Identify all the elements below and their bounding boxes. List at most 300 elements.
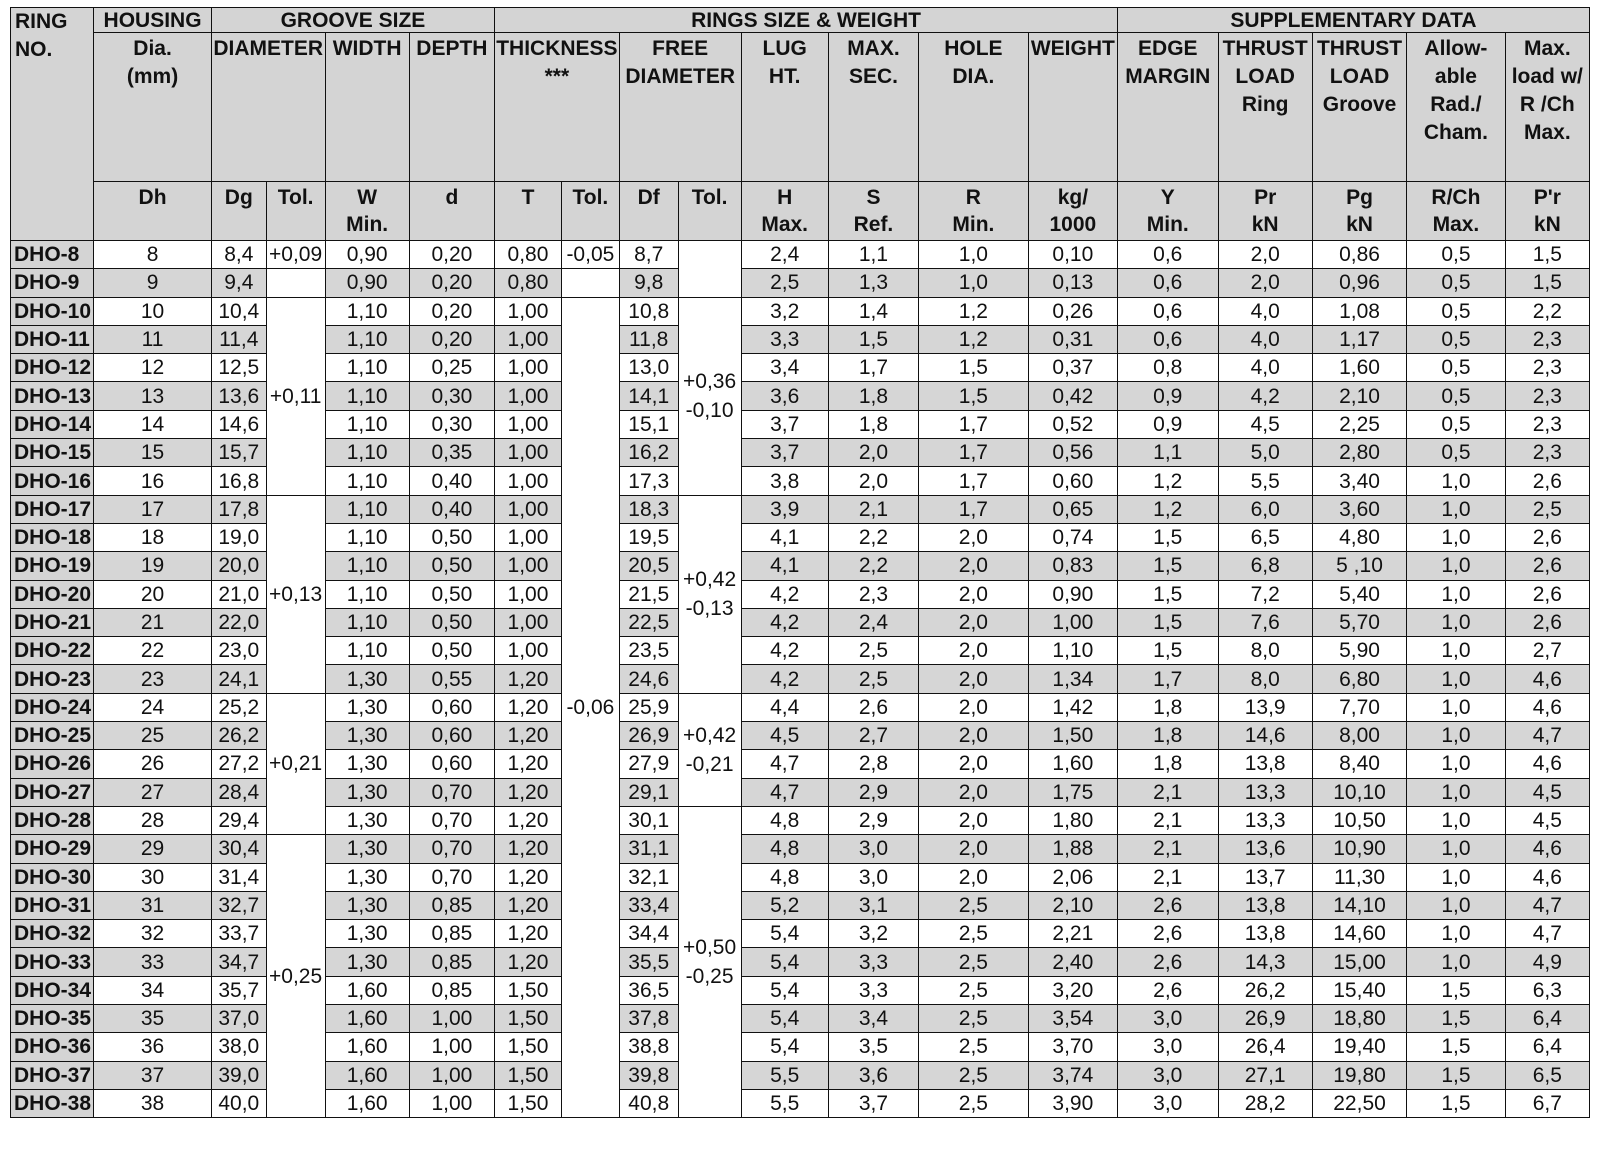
- edge-margin-cell: 2,1: [1118, 806, 1218, 834]
- allowable-rad-cham-cell: 1,5: [1407, 1005, 1505, 1033]
- housing-dia-cell: 11: [94, 325, 212, 353]
- edge-margin-cell: 0,9: [1118, 410, 1218, 438]
- groove-depth-cell: 0,50: [409, 552, 494, 580]
- groove-diameter-cell: 25,2: [211, 693, 266, 721]
- units-row: [11, 182, 1590, 241]
- free-diameter-tolerance: [678, 241, 741, 298]
- housing-dia-cell: 18: [94, 523, 212, 551]
- allowable-rad-cham-cell: 1,0: [1407, 835, 1505, 863]
- thrust-load-groove-cell: 11,30: [1312, 863, 1406, 891]
- hole-dia-cell: 1,5: [919, 382, 1029, 410]
- thrust-load-ring-cell: 8,0: [1218, 637, 1312, 665]
- max-load-cell: 2,3: [1505, 354, 1589, 382]
- thrust-load-groove-cell: 1,60: [1312, 354, 1406, 382]
- unit-pr-kn: Pr kN: [1218, 182, 1312, 241]
- free-diameter-cell: 20,5: [619, 552, 678, 580]
- thrust-load-groove-cell: 3,40: [1312, 467, 1406, 495]
- free-diameter-cell: 30,1: [619, 806, 678, 834]
- groove-depth-cell: 0,50: [409, 608, 494, 636]
- thrust-load-groove-cell: 15,40: [1312, 976, 1406, 1004]
- unit-t: T: [495, 182, 562, 241]
- hole-dia-label: HOLE DIA.: [919, 33, 1029, 182]
- tolerance-upper: +0,42: [683, 568, 737, 592]
- groove-diameter-tolerance: [266, 269, 325, 297]
- allowable-rad-cham-cell: 0,5: [1407, 241, 1505, 269]
- hole-dia-cell: 2,0: [919, 608, 1029, 636]
- free-diameter-cell: 23,5: [619, 637, 678, 665]
- table-row: [11, 665, 1590, 693]
- thrust-load-ring-cell: 26,2: [1218, 976, 1312, 1004]
- groove-diameter-cell: 27,2: [211, 750, 266, 778]
- edge-margin-cell: 0,6: [1118, 241, 1218, 269]
- lug-height-cell: 5,2: [741, 891, 828, 919]
- housing-dia-cell: 35: [94, 1005, 212, 1033]
- allowable-rad-cham-label: Allow- able Rad./ Cham.: [1407, 33, 1505, 182]
- weight-cell: 3,90: [1028, 1089, 1117, 1117]
- edge-margin-cell: 1,5: [1118, 637, 1218, 665]
- groove-width-cell: 1,30: [325, 750, 409, 778]
- thrust-load-groove-cell: 8,00: [1312, 722, 1406, 750]
- tolerance-lower: -0,25: [685, 965, 734, 989]
- lug-height-cell: 4,7: [741, 750, 828, 778]
- housing-dia-cell: 29: [94, 835, 212, 863]
- spec-table-body: [11, 241, 1590, 1118]
- groove-width-cell: 1,60: [325, 1061, 409, 1089]
- weight-cell: 0,90: [1028, 580, 1117, 608]
- max-load-cell: 6,5: [1505, 1061, 1589, 1089]
- free-diameter-cell: 29,1: [619, 778, 678, 806]
- housing-dia-cell: 20: [94, 580, 212, 608]
- ring-no-cell: DHO-35: [11, 1005, 94, 1033]
- thrust-load-groove-cell: 19,40: [1312, 1033, 1406, 1061]
- max-load-cell: 2,6: [1505, 580, 1589, 608]
- ring-no-cell: DHO-13: [11, 382, 94, 410]
- table-row: [11, 722, 1590, 750]
- edge-margin-cell: 0,6: [1118, 297, 1218, 325]
- thrust-load-ring-cell: 4,2: [1218, 382, 1312, 410]
- housing-dia-cell: 16: [94, 467, 212, 495]
- thickness-cell: 1,20: [495, 750, 562, 778]
- weight-cell: 1,80: [1028, 806, 1117, 834]
- thrust-load-groove-cell: 2,80: [1312, 439, 1406, 467]
- housing-dia-cell: 34: [94, 976, 212, 1004]
- weight-cell: 0,65: [1028, 495, 1117, 523]
- thickness-cell: 1,20: [495, 948, 562, 976]
- edge-margin-cell: 0,8: [1118, 354, 1218, 382]
- free-diameter-cell: 35,5: [619, 948, 678, 976]
- max-section-cell: 2,2: [828, 552, 918, 580]
- weight-cell: 0,60: [1028, 467, 1117, 495]
- housing-dia-cell: 26: [94, 750, 212, 778]
- housing-dia-cell: 17: [94, 495, 212, 523]
- unit-rch-max: R/Ch Max.: [1407, 182, 1505, 241]
- housing-dia-cell: 28: [94, 806, 212, 834]
- allowable-rad-cham-cell: 1,0: [1407, 665, 1505, 693]
- groove-diameter-cell: 31,4: [211, 863, 266, 891]
- groove-width-cell: 1,10: [325, 354, 409, 382]
- thickness-tolerance: -0,06: [561, 297, 619, 1118]
- groove-width-cell: 1,10: [325, 580, 409, 608]
- lug-height-cell: 4,8: [741, 835, 828, 863]
- groove-diameter-cell: 20,0: [211, 552, 266, 580]
- table-row: [11, 1005, 1590, 1033]
- thrust-load-groove-cell: 0,96: [1312, 269, 1406, 297]
- lug-height-cell: 4,2: [741, 665, 828, 693]
- ring-no-cell: DHO-37: [11, 1061, 94, 1089]
- lug-height-cell: 4,2: [741, 608, 828, 636]
- thrust-load-ring-cell: 6,0: [1218, 495, 1312, 523]
- groove-depth-label: DEPTH: [409, 33, 494, 182]
- groove-width-cell: 1,30: [325, 778, 409, 806]
- table-row: [11, 552, 1590, 580]
- max-section-cell: 2,9: [828, 806, 918, 834]
- thrust-load-groove-label: THRUST LOAD Groove: [1312, 33, 1406, 182]
- edge-margin-cell: 1,2: [1118, 467, 1218, 495]
- unit-d: d: [409, 182, 494, 241]
- edge-margin-cell: 1,8: [1118, 750, 1218, 778]
- housing-dia-label: Dia. (mm): [94, 33, 212, 182]
- lug-height-cell: 2,5: [741, 269, 828, 297]
- unit-prp-kn: P'r kN: [1505, 182, 1589, 241]
- groove-width-cell: 1,30: [325, 863, 409, 891]
- weight-cell: 1,10: [1028, 637, 1117, 665]
- ring-no-cell: DHO-24: [11, 693, 94, 721]
- weight-cell: 1,34: [1028, 665, 1117, 693]
- max-section-cell: 2,0: [828, 467, 918, 495]
- lug-height-cell: 4,2: [741, 637, 828, 665]
- thickness-cell: 1,00: [495, 410, 562, 438]
- housing-dia-cell: 13: [94, 382, 212, 410]
- thickness-cell: 1,00: [495, 325, 562, 353]
- table-row: [11, 1089, 1590, 1117]
- housing-dia-cell: 30: [94, 863, 212, 891]
- thrust-load-groove-cell: 0,86: [1312, 241, 1406, 269]
- groove-depth-cell: 0,85: [409, 920, 494, 948]
- max-load-cell: 4,5: [1505, 778, 1589, 806]
- lug-height-cell: 3,9: [741, 495, 828, 523]
- groove-diameter-cell: 10,4: [211, 297, 266, 325]
- thrust-load-ring-cell: 28,2: [1218, 1089, 1312, 1117]
- hole-dia-cell: 1,7: [919, 495, 1029, 523]
- groove-diameter-cell: 38,0: [211, 1033, 266, 1061]
- groove-diameter-tolerance: +0,13: [266, 495, 325, 693]
- groove-depth-cell: 0,60: [409, 750, 494, 778]
- allowable-rad-cham-cell: 1,5: [1407, 1089, 1505, 1117]
- groove-depth-cell: 0,70: [409, 835, 494, 863]
- lug-height-cell: 5,4: [741, 948, 828, 976]
- edge-margin-cell: 0,6: [1118, 269, 1218, 297]
- thickness-cell: 1,00: [495, 297, 562, 325]
- spec-table-container: [10, 7, 1590, 1118]
- free-diameter-cell: 36,5: [619, 976, 678, 1004]
- housing-dia-cell: 12: [94, 354, 212, 382]
- free-diameter-cell: 25,9: [619, 693, 678, 721]
- hole-dia-cell: 2,5: [919, 1061, 1029, 1089]
- max-section-cell: 1,8: [828, 382, 918, 410]
- tolerance-upper: +0,42: [683, 723, 737, 747]
- weight-cell: 1,00: [1028, 608, 1117, 636]
- groove-diameter-cell: 21,0: [211, 580, 266, 608]
- groove-depth-cell: 0,40: [409, 495, 494, 523]
- housing-dia-cell: 24: [94, 693, 212, 721]
- hole-dia-cell: 2,0: [919, 863, 1029, 891]
- max-load-cell: 2,6: [1505, 467, 1589, 495]
- lug-height-cell: 2,4: [741, 241, 828, 269]
- groove-width-cell: 1,10: [325, 439, 409, 467]
- thrust-load-ring-cell: 6,8: [1218, 552, 1312, 580]
- edge-margin-cell: 2,6: [1118, 891, 1218, 919]
- thrust-load-groove-cell: 14,10: [1312, 891, 1406, 919]
- max-load-label: Max. load w/ R /Ch Max.: [1505, 33, 1589, 182]
- thickness-cell: 1,20: [495, 665, 562, 693]
- max-section-cell: 3,5: [828, 1033, 918, 1061]
- free-diameter-cell: 33,4: [619, 891, 678, 919]
- groove-diameter-cell: 39,0: [211, 1061, 266, 1089]
- max-load-cell: 4,6: [1505, 665, 1589, 693]
- groove-width-cell: 1,30: [325, 722, 409, 750]
- groove-depth-cell: 0,20: [409, 297, 494, 325]
- housing-dia-cell: 9: [94, 269, 212, 297]
- unit-y-min: Y Min.: [1118, 182, 1218, 241]
- housing-dia-cell: 27: [94, 778, 212, 806]
- weight-cell: 0,83: [1028, 552, 1117, 580]
- allowable-rad-cham-cell: 1,0: [1407, 920, 1505, 948]
- thickness-cell: 0,80: [495, 269, 562, 297]
- thrust-load-groove-cell: 2,10: [1312, 382, 1406, 410]
- ring-no-header: RING NO.: [11, 8, 94, 241]
- housing-dia-cell: 33: [94, 948, 212, 976]
- free-diameter-cell: 40,8: [619, 1089, 678, 1117]
- max-section-cell: 3,2: [828, 920, 918, 948]
- groove-depth-cell: 0,85: [409, 976, 494, 1004]
- free-diameter-cell: 13,0: [619, 354, 678, 382]
- housing-dia-cell: 19: [94, 552, 212, 580]
- weight-cell: 0,13: [1028, 269, 1117, 297]
- groove-depth-cell: 0,70: [409, 806, 494, 834]
- thickness-cell: 1,00: [495, 354, 562, 382]
- groove-width-cell: 1,60: [325, 1005, 409, 1033]
- max-section-cell: 2,5: [828, 665, 918, 693]
- tolerance-lower: -0,13: [685, 597, 734, 621]
- max-load-cell: 2,6: [1505, 608, 1589, 636]
- groove-depth-cell: 1,00: [409, 1061, 494, 1089]
- thrust-load-groove-cell: 10,50: [1312, 806, 1406, 834]
- hole-dia-cell: 2,0: [919, 552, 1029, 580]
- thrust-load-groove-cell: 10,90: [1312, 835, 1406, 863]
- hole-dia-cell: 1,2: [919, 325, 1029, 353]
- lug-height-label: LUG HT.: [741, 33, 828, 182]
- housing-dia-cell: 25: [94, 722, 212, 750]
- groove-width-cell: 1,10: [325, 608, 409, 636]
- max-load-cell: 2,3: [1505, 410, 1589, 438]
- ring-no-cell: DHO-11: [11, 325, 94, 353]
- allowable-rad-cham-cell: 1,0: [1407, 608, 1505, 636]
- table-row: [11, 1033, 1590, 1061]
- groove-width-cell: 1,30: [325, 806, 409, 834]
- groove-width-cell: 1,60: [325, 1089, 409, 1117]
- groove-width-cell: 1,30: [325, 693, 409, 721]
- groove-diameter-cell: 28,4: [211, 778, 266, 806]
- housing-dia-cell: 10: [94, 297, 212, 325]
- ring-no-cell: DHO-26: [11, 750, 94, 778]
- thickness-tolerance: -0,05: [561, 241, 619, 269]
- table-row: [11, 976, 1590, 1004]
- groove-depth-cell: 0,50: [409, 580, 494, 608]
- hole-dia-cell: 2,0: [919, 580, 1029, 608]
- thrust-load-ring-cell: 13,3: [1218, 778, 1312, 806]
- groove-width-cell: 1,30: [325, 665, 409, 693]
- groove-depth-cell: 1,00: [409, 1005, 494, 1033]
- thrust-load-ring-cell: 7,6: [1218, 608, 1312, 636]
- max-section-cell: 2,8: [828, 750, 918, 778]
- max-section-cell: 3,6: [828, 1061, 918, 1089]
- allowable-rad-cham-cell: 1,0: [1407, 948, 1505, 976]
- weight-cell: 0,56: [1028, 439, 1117, 467]
- allowable-rad-cham-cell: 0,5: [1407, 297, 1505, 325]
- weight-cell: 0,31: [1028, 325, 1117, 353]
- weight-cell: 0,74: [1028, 523, 1117, 551]
- ring-no-cell: DHO-17: [11, 495, 94, 523]
- ring-no-cell: DHO-27: [11, 778, 94, 806]
- lug-height-cell: 4,5: [741, 722, 828, 750]
- thrust-load-groove-cell: 8,40: [1312, 750, 1406, 778]
- max-load-cell: 6,4: [1505, 1033, 1589, 1061]
- weight-cell: 2,40: [1028, 948, 1117, 976]
- ring-no-cell: DHO-28: [11, 806, 94, 834]
- hole-dia-cell: 1,0: [919, 269, 1029, 297]
- max-section-cell: 2,2: [828, 523, 918, 551]
- allowable-rad-cham-cell: 1,0: [1407, 693, 1505, 721]
- hole-dia-cell: 1,7: [919, 467, 1029, 495]
- ring-no-cell: DHO-20: [11, 580, 94, 608]
- thrust-load-groove-cell: 7,70: [1312, 693, 1406, 721]
- groove-width-cell: 1,10: [325, 523, 409, 551]
- free-diameter-cell: 39,8: [619, 1061, 678, 1089]
- thickness-cell: 1,00: [495, 580, 562, 608]
- unit-pg-kn: Pg kN: [1312, 182, 1406, 241]
- max-section-cell: 2,6: [828, 693, 918, 721]
- edge-margin-cell: 0,9: [1118, 382, 1218, 410]
- weight-cell: 3,20: [1028, 976, 1117, 1004]
- thrust-load-ring-cell: 5,0: [1218, 439, 1312, 467]
- weight-cell: 3,74: [1028, 1061, 1117, 1089]
- thrust-load-groove-cell: 22,50: [1312, 1089, 1406, 1117]
- housing-dia-cell: 23: [94, 665, 212, 693]
- table-row: [11, 439, 1590, 467]
- unit-r-min: R Min.: [919, 182, 1029, 241]
- free-diameter-cell: 31,1: [619, 835, 678, 863]
- groove-depth-cell: 1,00: [409, 1089, 494, 1117]
- unit-dh: Dh: [94, 182, 212, 241]
- supplementary-data-section-header: SUPPLEMENTARY DATA: [1118, 8, 1590, 33]
- edge-margin-cell: 3,0: [1118, 1033, 1218, 1061]
- allowable-rad-cham-cell: 1,0: [1407, 806, 1505, 834]
- thickness-cell: 1,00: [495, 495, 562, 523]
- thrust-load-ring-cell: 26,9: [1218, 1005, 1312, 1033]
- groove-diameter-cell: 16,8: [211, 467, 266, 495]
- thrust-load-ring-cell: 6,5: [1218, 523, 1312, 551]
- max-section-cell: 1,5: [828, 325, 918, 353]
- max-section-cell: 3,3: [828, 976, 918, 1004]
- groove-width-cell: 1,10: [325, 467, 409, 495]
- groove-diameter-cell: 35,7: [211, 976, 266, 1004]
- max-load-cell: 4,5: [1505, 806, 1589, 834]
- hole-dia-cell: 2,0: [919, 665, 1029, 693]
- edge-margin-cell: 3,0: [1118, 1089, 1218, 1117]
- thickness-tolerance: [561, 269, 619, 297]
- thickness-cell: 1,00: [495, 523, 562, 551]
- thrust-load-ring-cell: 13,8: [1218, 750, 1312, 778]
- allowable-rad-cham-cell: 0,5: [1407, 269, 1505, 297]
- lug-height-cell: 4,8: [741, 806, 828, 834]
- max-load-cell: 2,3: [1505, 439, 1589, 467]
- thickness-cell: 1,00: [495, 467, 562, 495]
- edge-margin-cell: 1,8: [1118, 693, 1218, 721]
- groove-diameter-tolerance: +0,25: [266, 835, 325, 1118]
- weight-cell: 3,54: [1028, 1005, 1117, 1033]
- thrust-load-ring-cell: 7,2: [1218, 580, 1312, 608]
- free-diameter-cell: 38,8: [619, 1033, 678, 1061]
- weight-cell: 1,42: [1028, 693, 1117, 721]
- max-load-cell: 2,5: [1505, 495, 1589, 523]
- groove-diameter-cell: 12,5: [211, 354, 266, 382]
- max-section-cell: 1,1: [828, 241, 918, 269]
- groove-diameter-cell: 14,6: [211, 410, 266, 438]
- thickness-cell: 1,20: [495, 693, 562, 721]
- allowable-rad-cham-cell: 1,0: [1407, 863, 1505, 891]
- max-load-cell: 4,9: [1505, 948, 1589, 976]
- table-row: [11, 269, 1590, 297]
- table-row: [11, 948, 1590, 976]
- thrust-load-ring-cell: 4,5: [1218, 410, 1312, 438]
- weight-cell: 2,06: [1028, 863, 1117, 891]
- housing-section-header: HOUSING: [94, 8, 212, 33]
- tolerance-upper: +0,36: [683, 370, 737, 394]
- groove-width-cell: 1,60: [325, 1033, 409, 1061]
- edge-margin-cell: 2,1: [1118, 863, 1218, 891]
- groove-diameter-cell: 26,2: [211, 722, 266, 750]
- groove-diameter-cell: 22,0: [211, 608, 266, 636]
- max-load-cell: 4,6: [1505, 693, 1589, 721]
- hole-dia-cell: 2,5: [919, 1005, 1029, 1033]
- groove-depth-cell: 0,70: [409, 778, 494, 806]
- thickness-cell: 1,20: [495, 920, 562, 948]
- retaining-ring-spec-table: [10, 7, 1590, 1118]
- hole-dia-cell: 2,5: [919, 1089, 1029, 1117]
- table-row: [11, 523, 1590, 551]
- free-diameter-cell: 18,3: [619, 495, 678, 523]
- edge-margin-cell: 1,5: [1118, 552, 1218, 580]
- unit-df: Df: [619, 182, 678, 241]
- ring-no-cell: DHO-30: [11, 863, 94, 891]
- thrust-load-groove-cell: 2,25: [1312, 410, 1406, 438]
- free-diameter-cell: 32,1: [619, 863, 678, 891]
- allowable-rad-cham-cell: 0,5: [1407, 354, 1505, 382]
- groove-width-cell: 1,30: [325, 948, 409, 976]
- thrust-load-groove-cell: 19,80: [1312, 1061, 1406, 1089]
- thrust-load-groove-cell: 1,17: [1312, 325, 1406, 353]
- free-diameter-tolerance: [678, 806, 741, 1117]
- free-diameter-cell: 22,5: [619, 608, 678, 636]
- allowable-rad-cham-cell: 1,0: [1407, 523, 1505, 551]
- max-load-cell: 6,4: [1505, 1005, 1589, 1033]
- hole-dia-cell: 2,5: [919, 920, 1029, 948]
- allowable-rad-cham-cell: 1,5: [1407, 1061, 1505, 1089]
- allowable-rad-cham-cell: 0,5: [1407, 382, 1505, 410]
- weight-cell: 0,10: [1028, 241, 1117, 269]
- groove-diameter-cell: 40,0: [211, 1089, 266, 1117]
- groove-diameter-cell: 13,6: [211, 382, 266, 410]
